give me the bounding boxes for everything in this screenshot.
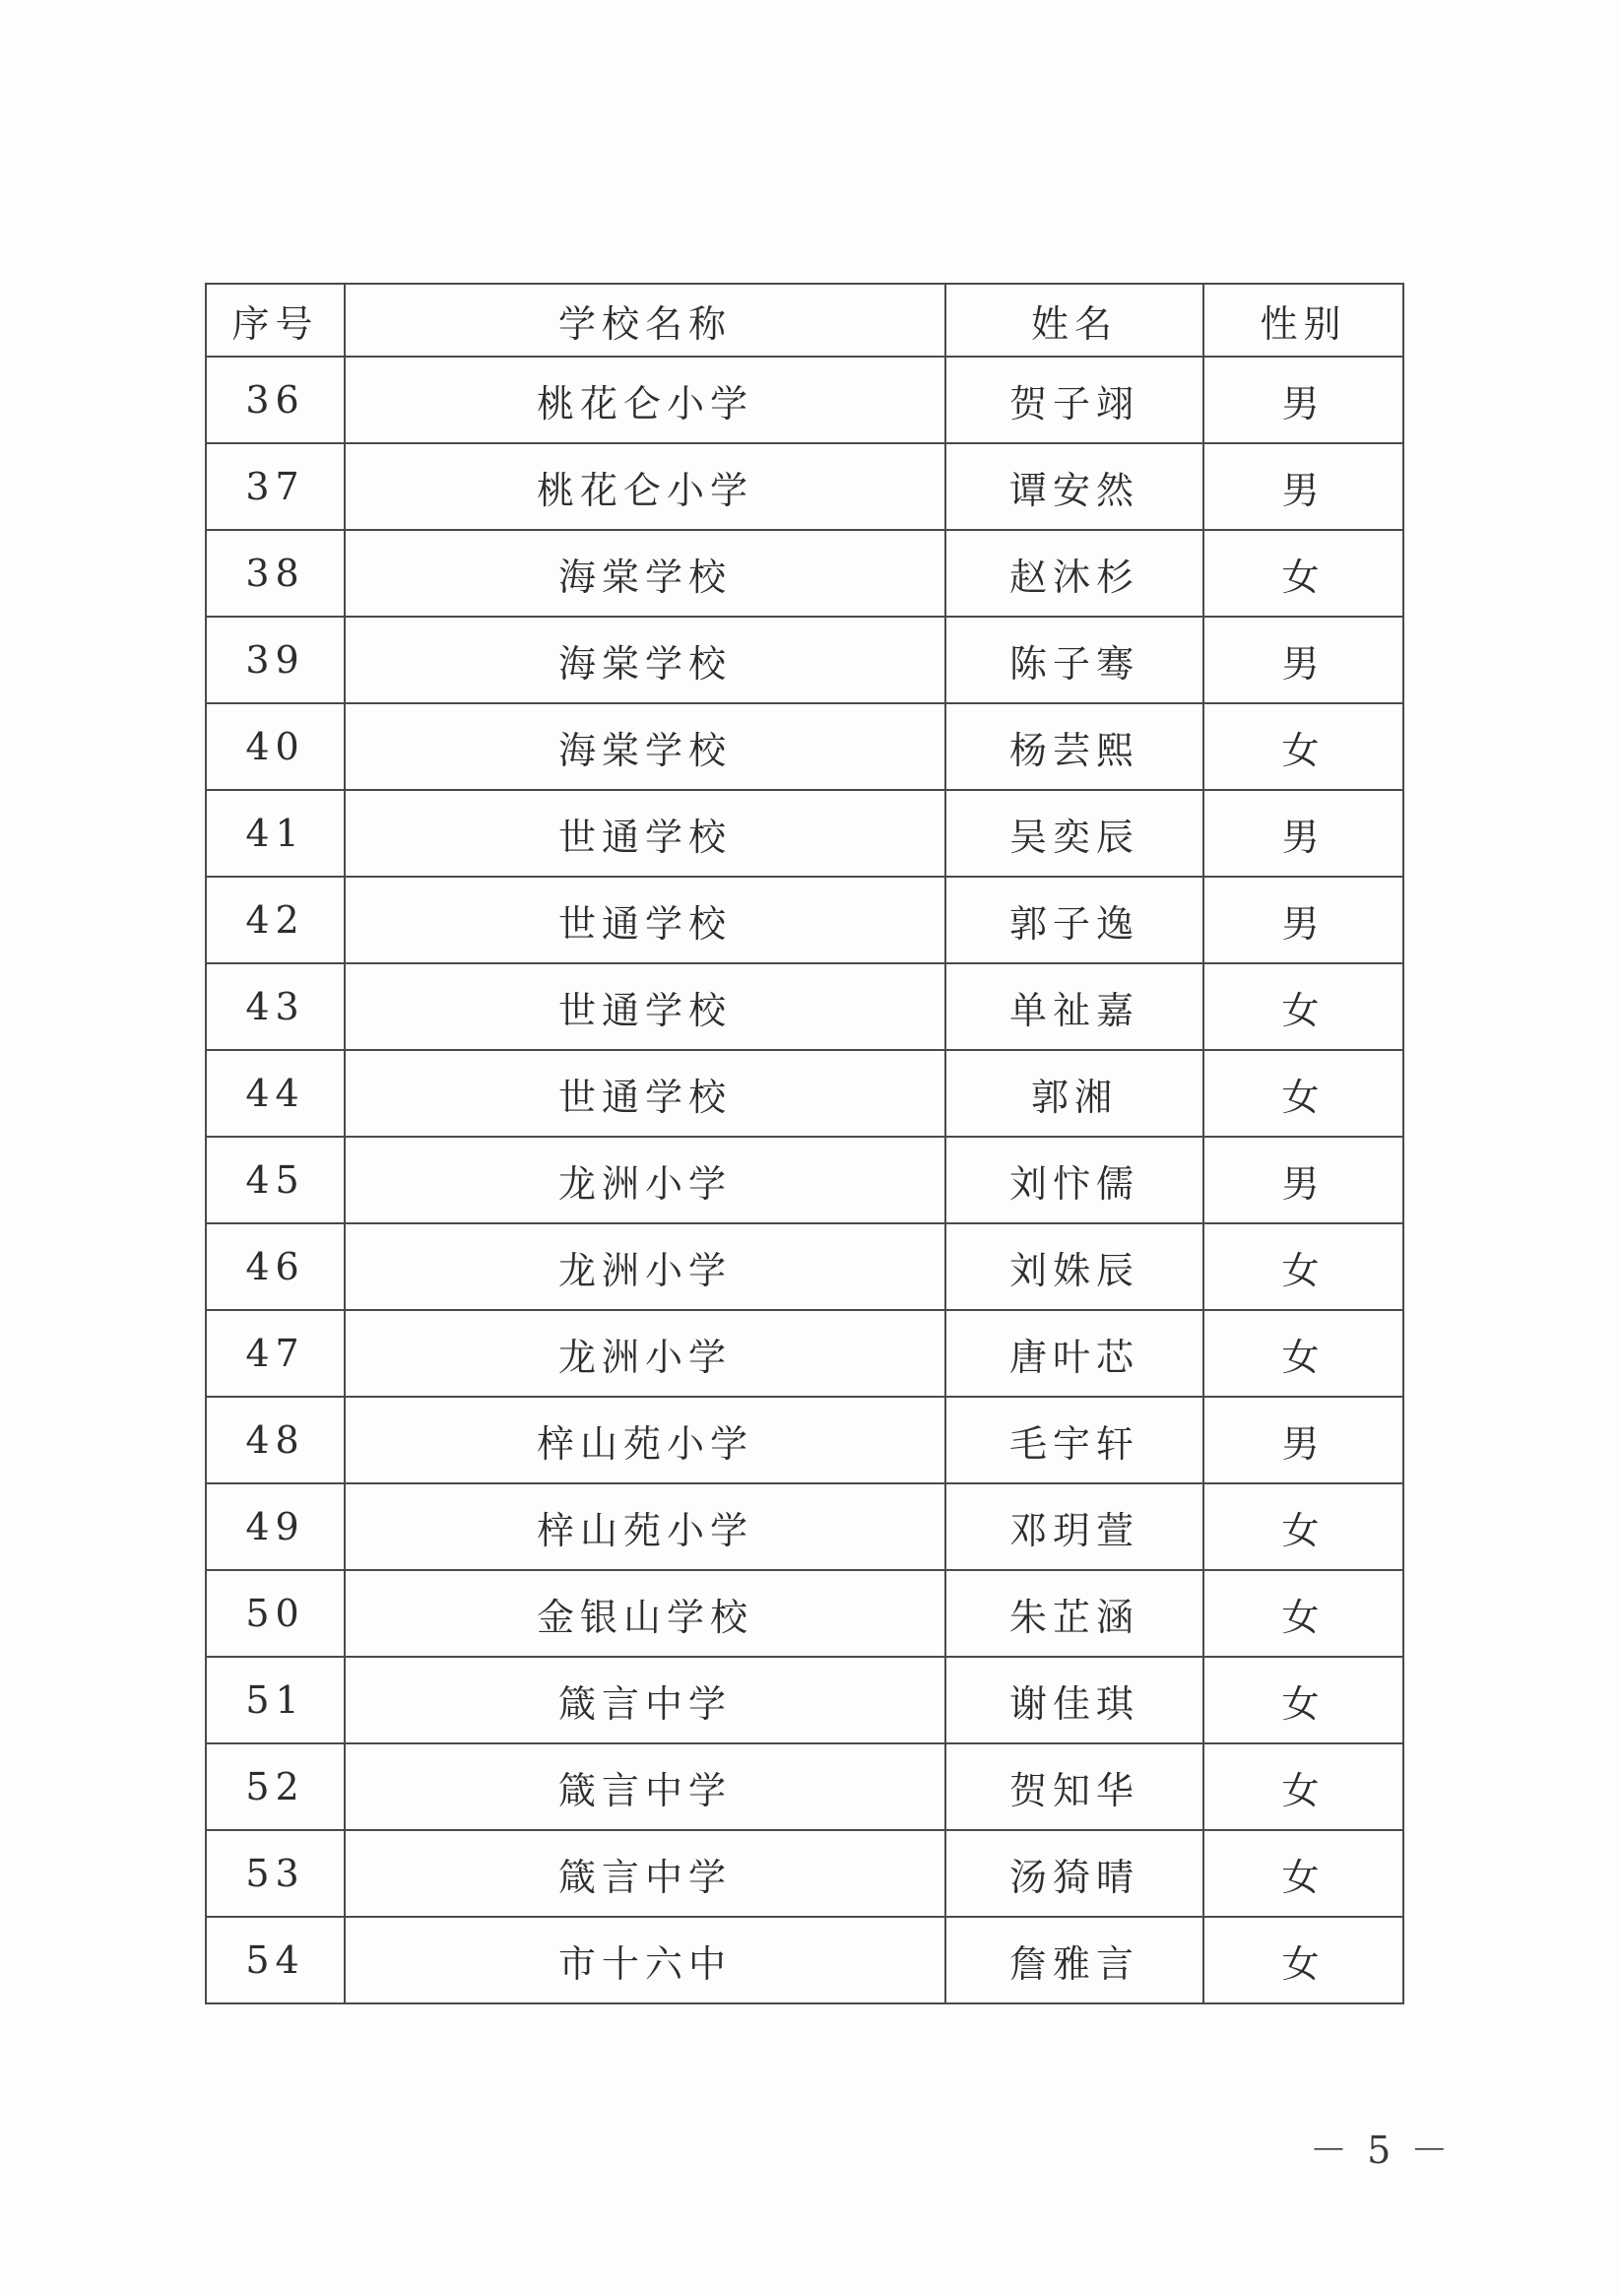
cell-school: 世通学校 xyxy=(345,1050,945,1137)
cell-gender: 女 xyxy=(1203,703,1403,790)
cell-gender: 女 xyxy=(1203,1223,1403,1310)
cell-gender: 男 xyxy=(1203,1397,1403,1483)
header-name: 姓名 xyxy=(945,284,1203,357)
cell-gender: 女 xyxy=(1203,1310,1403,1397)
cell-gender: 女 xyxy=(1203,1483,1403,1570)
cell-index: 42 xyxy=(206,877,345,963)
cell-gender: 女 xyxy=(1203,963,1403,1050)
cell-school: 桃花仑小学 xyxy=(345,357,945,443)
table-row xyxy=(206,1483,1403,1570)
cell-index: 40 xyxy=(206,703,345,790)
cell-index: 44 xyxy=(206,1050,345,1137)
table-row xyxy=(206,1830,1403,1917)
cell-name: 唐叶芯 xyxy=(945,1310,1203,1397)
cell-gender: 男 xyxy=(1203,617,1403,703)
roster-table xyxy=(205,283,1404,2004)
table-row xyxy=(206,443,1403,530)
cell-index: 49 xyxy=(206,1483,345,1570)
table-row xyxy=(206,617,1403,703)
cell-index: 37 xyxy=(206,443,345,530)
cell-name: 郭湘 xyxy=(945,1050,1203,1137)
cell-index: 45 xyxy=(206,1137,345,1223)
cell-index: 46 xyxy=(206,1223,345,1310)
header-gender: 性别 xyxy=(1203,284,1403,357)
cell-name: 邓玥萱 xyxy=(945,1483,1203,1570)
cell-name: 单祉嘉 xyxy=(945,963,1203,1050)
cell-index: 54 xyxy=(206,1917,345,2003)
cell-name: 詹雅言 xyxy=(945,1917,1203,2003)
table-row xyxy=(206,877,1403,963)
table-row xyxy=(206,790,1403,877)
cell-name: 贺子翊 xyxy=(945,357,1203,443)
cell-index: 53 xyxy=(206,1830,345,1917)
cell-index: 41 xyxy=(206,790,345,877)
table-row xyxy=(206,1397,1403,1483)
cell-gender: 女 xyxy=(1203,1050,1403,1137)
table-row xyxy=(206,1743,1403,1830)
cell-name: 刘姝辰 xyxy=(945,1223,1203,1310)
cell-name: 汤猗晴 xyxy=(945,1830,1203,1917)
cell-school: 世通学校 xyxy=(345,963,945,1050)
cell-index: 43 xyxy=(206,963,345,1050)
table-row xyxy=(206,357,1403,443)
cell-name: 吴奕辰 xyxy=(945,790,1203,877)
table-row xyxy=(206,1310,1403,1397)
cell-index: 38 xyxy=(206,530,345,617)
cell-school: 世通学校 xyxy=(345,790,945,877)
cell-name: 毛宇轩 xyxy=(945,1397,1203,1483)
cell-gender: 女 xyxy=(1203,1570,1403,1657)
cell-gender: 男 xyxy=(1203,1137,1403,1223)
table-row xyxy=(206,1137,1403,1223)
table-row xyxy=(206,530,1403,617)
cell-index: 47 xyxy=(206,1310,345,1397)
cell-gender: 男 xyxy=(1203,357,1403,443)
cell-school: 箴言中学 xyxy=(345,1657,945,1743)
cell-school: 龙洲小学 xyxy=(345,1223,945,1310)
cell-gender: 女 xyxy=(1203,530,1403,617)
cell-gender: 女 xyxy=(1203,1743,1403,1830)
table-row xyxy=(206,1657,1403,1743)
cell-gender: 女 xyxy=(1203,1917,1403,2003)
cell-name: 朱芷涵 xyxy=(945,1570,1203,1657)
table-row xyxy=(206,1223,1403,1310)
cell-gender: 男 xyxy=(1203,443,1403,530)
cell-gender: 女 xyxy=(1203,1830,1403,1917)
table-body xyxy=(206,357,1403,2003)
cell-school: 梓山苑小学 xyxy=(345,1397,945,1483)
cell-index: 50 xyxy=(206,1570,345,1657)
cell-name: 贺知华 xyxy=(945,1743,1203,1830)
cell-school: 龙洲小学 xyxy=(345,1137,945,1223)
cell-gender: 女 xyxy=(1203,1657,1403,1743)
cell-name: 陈子骞 xyxy=(945,617,1203,703)
cell-school: 箴言中学 xyxy=(345,1743,945,1830)
cell-index: 48 xyxy=(206,1397,345,1483)
cell-index: 39 xyxy=(206,617,345,703)
table-row xyxy=(206,703,1403,790)
cell-index: 51 xyxy=(206,1657,345,1743)
cell-school: 世通学校 xyxy=(345,877,945,963)
cell-gender: 男 xyxy=(1203,790,1403,877)
header-index: 序号 xyxy=(206,284,345,357)
cell-name: 赵沐杉 xyxy=(945,530,1203,617)
cell-school: 海棠学校 xyxy=(345,703,945,790)
table-row xyxy=(206,1050,1403,1137)
page-number: － 5 － xyxy=(1310,2129,1453,2172)
cell-name: 谢佳琪 xyxy=(945,1657,1203,1743)
cell-name: 谭安然 xyxy=(945,443,1203,530)
table-header-row xyxy=(206,284,1403,357)
cell-gender: 男 xyxy=(1203,877,1403,963)
cell-name: 杨芸熙 xyxy=(945,703,1203,790)
cell-school: 梓山苑小学 xyxy=(345,1483,945,1570)
cell-name: 刘忭儒 xyxy=(945,1137,1203,1223)
table-row xyxy=(206,1917,1403,2003)
table-row xyxy=(206,963,1403,1050)
cell-index: 36 xyxy=(206,357,345,443)
cell-school: 海棠学校 xyxy=(345,617,945,703)
cell-school: 金银山学校 xyxy=(345,1570,945,1657)
cell-school: 海棠学校 xyxy=(345,530,945,617)
cell-index: 52 xyxy=(206,1743,345,1830)
cell-school: 桃花仑小学 xyxy=(345,443,945,530)
cell-school: 龙洲小学 xyxy=(345,1310,945,1397)
header-school: 学校名称 xyxy=(345,284,945,357)
table-row xyxy=(206,1570,1403,1657)
cell-school: 箴言中学 xyxy=(345,1830,945,1917)
cell-name: 郭子逸 xyxy=(945,877,1203,963)
cell-school: 市十六中 xyxy=(345,1917,945,2003)
